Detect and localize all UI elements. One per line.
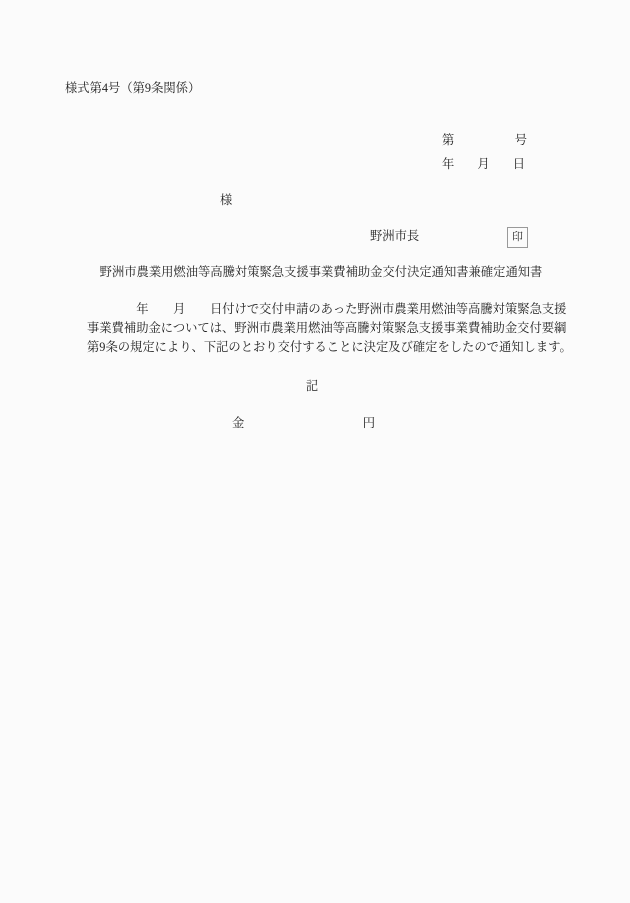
doc-number-suffix: 号 (514, 133, 527, 147)
addressee-honorific: 様 (220, 193, 233, 207)
seal-placeholder-box (507, 227, 528, 248)
date-line (442, 156, 525, 172)
record-section-marker: 記 (305, 379, 319, 393)
sender-title: 野洲市長 (370, 229, 420, 243)
body-paragraph-line: 第9条の規定により、下記のとおり交付することに決定及び確定をしたので通知します。 (87, 340, 572, 354)
amount-suffix: 円 (362, 416, 375, 430)
date-month-label: 月 (477, 157, 490, 171)
amount-line (232, 415, 375, 431)
doc-number-prefix: 第 (442, 133, 455, 147)
form-number-label: 様式第4号（第9条関係） (65, 81, 201, 95)
date-day-label: 日 (512, 157, 525, 171)
body-paragraph-line: 事業費補助金については、野洲市農業用燃油等高騰対策緊急支援事業費補助金交付要綱 (87, 321, 567, 335)
doc-number-line (442, 132, 527, 148)
seal-label: 印 (512, 231, 523, 243)
amount-prefix: 金 (232, 416, 245, 430)
body-paragraph-line: 年 月 日付けで交付申請のあった野洲市農業用燃油等高騰対策緊急支援 (87, 302, 567, 316)
date-year-label: 年 (442, 157, 455, 171)
document-title: 野洲市農業用燃油等高騰対策緊急支援事業費補助金交付決定通知書兼確定通知書 (99, 265, 543, 279)
